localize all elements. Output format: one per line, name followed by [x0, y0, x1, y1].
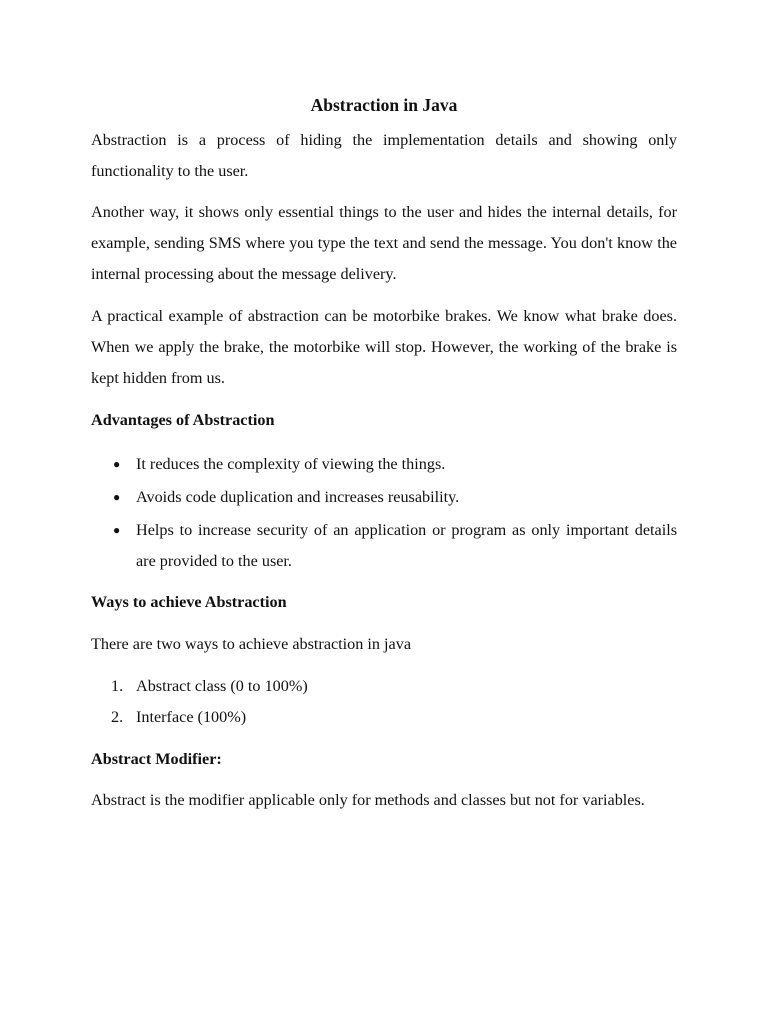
- ways-heading: Ways to achieve Abstraction: [91, 593, 287, 611]
- list-item: ● Avoids code duplication and increases reusability.: [91, 482, 677, 513]
- list-item: ● It reduces the complexity of viewing the things.: [91, 449, 677, 480]
- abstract-modifier-text: Abstract is the modifier applicable only for methods and classes but not for variables.: [91, 791, 645, 809]
- advantages-heading: Advantages of Abstraction: [91, 411, 275, 429]
- bullet-dot-icon: ●: [113, 490, 121, 504]
- list-item: ● Helps to increase security of an application or program as only important details are provided to the user.: [91, 515, 677, 577]
- list-item: 1. Abstract class (0 to 100%): [111, 677, 308, 695]
- list-item: 2. Interface (100%): [111, 708, 247, 726]
- bullet-dot-icon: ●: [113, 523, 121, 537]
- paragraph-practical-example: A practical example of abstraction can be motorbike brakes. We know what brake does. When we apply the brake, the motorbike will stop. However, the working of the brake is kept hidden from us.: [91, 307, 677, 387]
- advantages-list: [91, 449, 677, 577]
- paragraph-definition: Abstraction is a process of hiding the implementation details and showing only functionality to the user.: [91, 131, 677, 180]
- abstract-modifier-heading: Abstract Modifier:: [91, 750, 222, 768]
- paragraph-another-way: Another way, it shows only essential things to the user and hides the internal details, for example, sending SMS where you type the text and send the message. You don't know the internal processing about the message delivery.: [91, 203, 677, 283]
- bullet-dot-icon: ●: [113, 457, 121, 471]
- ways-list: [91, 671, 677, 733]
- page-title: Abstraction in Java: [310, 95, 458, 115]
- ways-intro: There are two ways to achieve abstraction in java: [91, 635, 412, 653]
